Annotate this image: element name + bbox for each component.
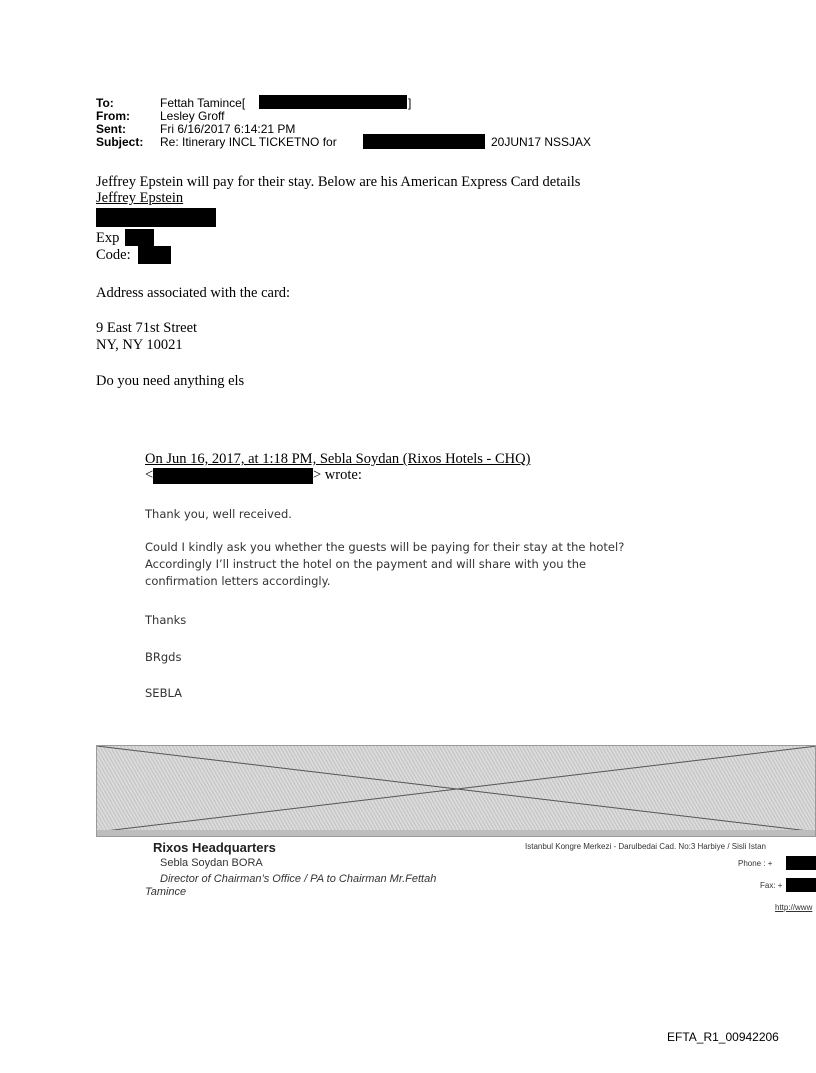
signature-company: Rixos Headquarters — [153, 840, 276, 855]
quoted-p2-line-2: Accordingly I’ll instruct the hotel on the payment and will share with you the — [145, 557, 587, 571]
body-line-2: Jeffrey Epstein — [96, 190, 184, 206]
signature-website-link[interactable]: http://www — [775, 903, 813, 912]
redacted-exp — [125, 229, 154, 246]
quoted-p2-line-1: Could I kindly ask you whether the guests will be paying for their stay at the hotel? — [145, 540, 625, 554]
redacted-card-number — [96, 208, 216, 227]
quoted-intro-line-1: On Jun 16, 2017, at 1:18 PM, Sebla Soydan (Rixos Hotels - CHQ) — [145, 451, 531, 467]
signature-fax-label: Fax: + — [760, 881, 783, 890]
from-value: Lesley Groff — [160, 109, 225, 123]
redacted-code — [138, 246, 171, 264]
quoted-intro-open: < — [145, 467, 154, 483]
signature-name: Sebla Soydan BORA — [160, 857, 263, 869]
subject-suffix: 20JUN17 NSSJAX — [491, 135, 592, 149]
sent-label: Sent: — [96, 122, 126, 136]
body-line-1: Jeffrey Epstein will pay for their stay. Below are his American Express Card details — [96, 174, 581, 190]
to-label: To: — [96, 96, 114, 110]
signature-banner-image — [96, 745, 816, 837]
sent-value: Fri 6/16/2017 6:14:21 PM — [160, 122, 296, 136]
code-label: Code: — [96, 247, 131, 263]
body-question: Do you need anything els — [96, 373, 245, 389]
quoted-intro-wrote: > wrote: — [313, 467, 362, 483]
subject-label: Subject: — [96, 135, 144, 149]
exp-label: Exp — [96, 230, 120, 246]
redacted-subject-name — [363, 134, 485, 149]
quoted-p4: BRgds — [145, 650, 182, 664]
broken-image-icon — [97, 746, 816, 837]
quoted-p5: SEBLA — [145, 686, 182, 700]
quoted-p2-line-3: confirmation letters accordingly. — [145, 574, 331, 588]
address-line-2: NY, NY 10021 — [96, 337, 183, 353]
quoted-p3: Thanks — [145, 613, 187, 627]
from-label: From: — [96, 109, 130, 123]
signature-address: Istanbul Kongre Merkezi - Darulbedai Cad. No:3 Harbiye / Sisli Istan — [525, 842, 766, 851]
document-id: EFTA_R1_00942206 — [667, 1030, 779, 1044]
quoted-p1: Thank you, well received. — [145, 507, 292, 521]
to-value: Fettah Tamince[ — [160, 96, 246, 110]
redacted-fax — [786, 878, 816, 892]
redacted-sender-email — [153, 468, 313, 484]
signature-title-line-1: Director of Chairman’s Office / PA to Chairman Mr.Fettah — [160, 873, 437, 885]
signature-title-line-2: Tamince — [145, 886, 187, 898]
signature-phone-label: Phone : + — [738, 859, 773, 868]
address-intro: Address associated with the card: — [96, 285, 291, 301]
redacted-to-email — [259, 95, 407, 109]
redacted-phone — [786, 856, 816, 870]
subject-value: Re: Itinerary INCL TICKETNO for — [160, 135, 337, 149]
address-line-1: 9 East 71st Street — [96, 320, 198, 336]
to-close-bracket: ] — [408, 96, 412, 110]
